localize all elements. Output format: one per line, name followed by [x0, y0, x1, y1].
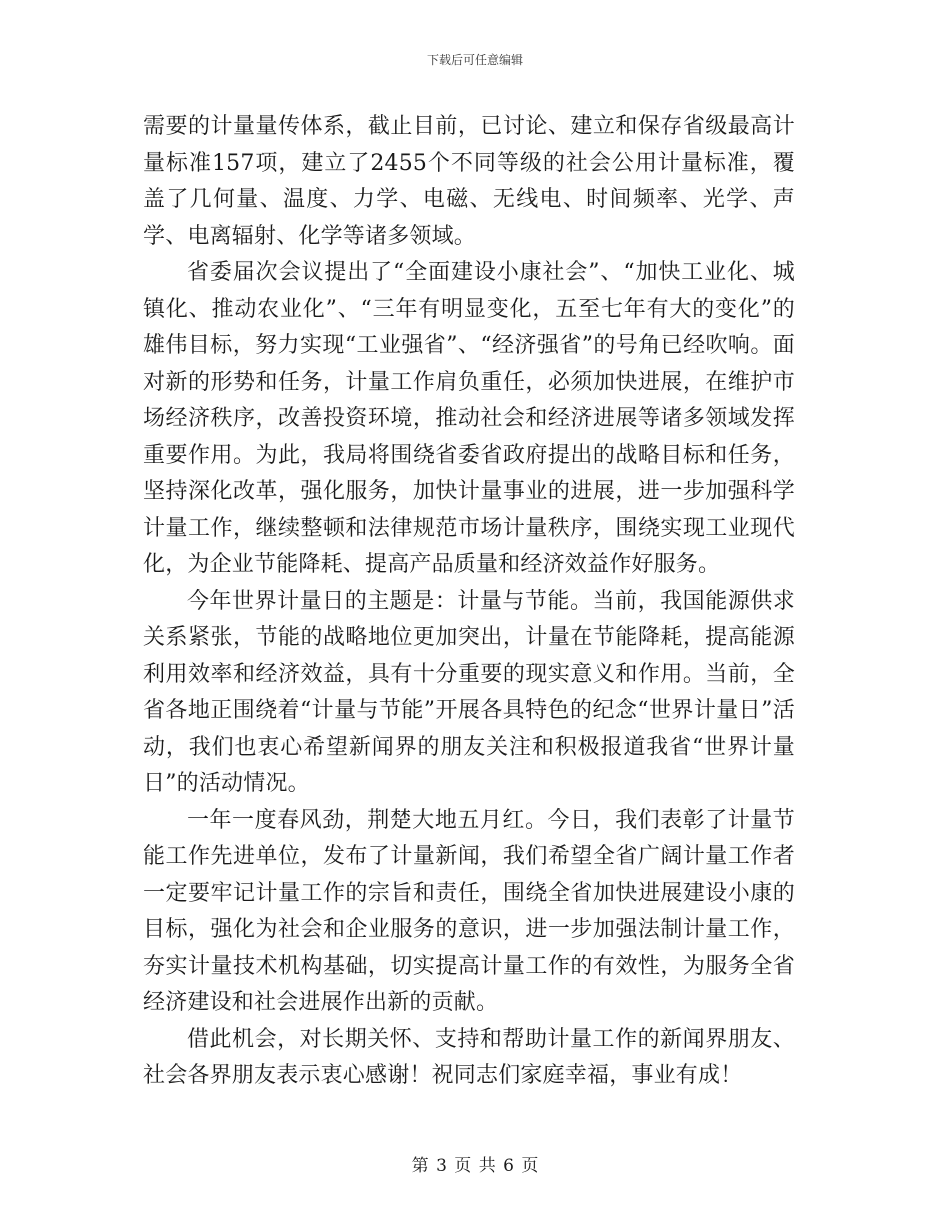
- document-body: [143, 109, 795, 1095]
- paragraph-3: 今年世界计量日的主题是：计量与节能。当前，我国能源供求关系紧张，节能的战略地位更加突出，计量在节能降耗，提高能源利用效率和经济效益，具有十分重要的现实意义和作用。当前，全省各地正围绕着“计量与节能”开展各具特色的纪念“世界计量日”活动，我们也衷心希望新闻界的朋友关注和积极报道我省“世界计量日”的活动情况。: [143, 588, 795, 796]
- page-number-footer: 第 3 页 共 6 页: [411, 1156, 539, 1176]
- paragraph-2: 省委届次会议提出了“全面建设小康社会”、“加快工业化、城镇化、推动农业化”、“三年有明显变化，五至七年有大的变化”的雄伟目标，努力实现“工业强省”、“经济强省”的号角已经吹响。面对新的形势和任务，计量工作肩负重任，必须加快进展，在维护市场经济秩序，改善投资环境，推动社会和经济进展等诸多领域发挥重要作用。为此，我局将围绕省委省政府提出的战略目标和任务，坚持深化改革，强化服务，加快计量事业的进展，进一步加强科学计量工作，继续整顿和法律规范市场计量秩序，围绕实现工业现代化，为企业节能降耗、提高产品质量和经济效益作好服务。: [143, 260, 795, 577]
- page-header: 下载后可任意编辑: [426, 53, 523, 67]
- paragraph-4: 一年一度春风劲，荆楚大地五月红。今日，我们表彰了计量节能工作先进单位，发布了计量新闻，我们希望全省广阔计量工作者一定要牢记计量工作的宗旨和责任，围绕全省加快进展建设小康的目标，强化为社会和企业服务的意识，进一步加强法制计量工作，夯实计量技术机构基础，切实提高计量工作的有效性，为服务全省经济建设和社会进展作出新的贡献。: [143, 807, 795, 1015]
- paragraph-1: 需要的计量量传体系，截止目前，已讨论、建立和保存省级最高计量标准157项，建立了2455个不同等级的社会公用计量标准，覆盖了几何量、温度、力学、电磁、无线电、时间频率、光学、声学、电离辐射、化学等诸多领域。: [143, 114, 795, 249]
- paragraph-5: 借此机会，对长期关怀、支持和帮助计量工作的新闻界朋友、社会各界朋友表示衷心感谢！祝同志们家庭幸福，事业有成！: [143, 1026, 795, 1088]
